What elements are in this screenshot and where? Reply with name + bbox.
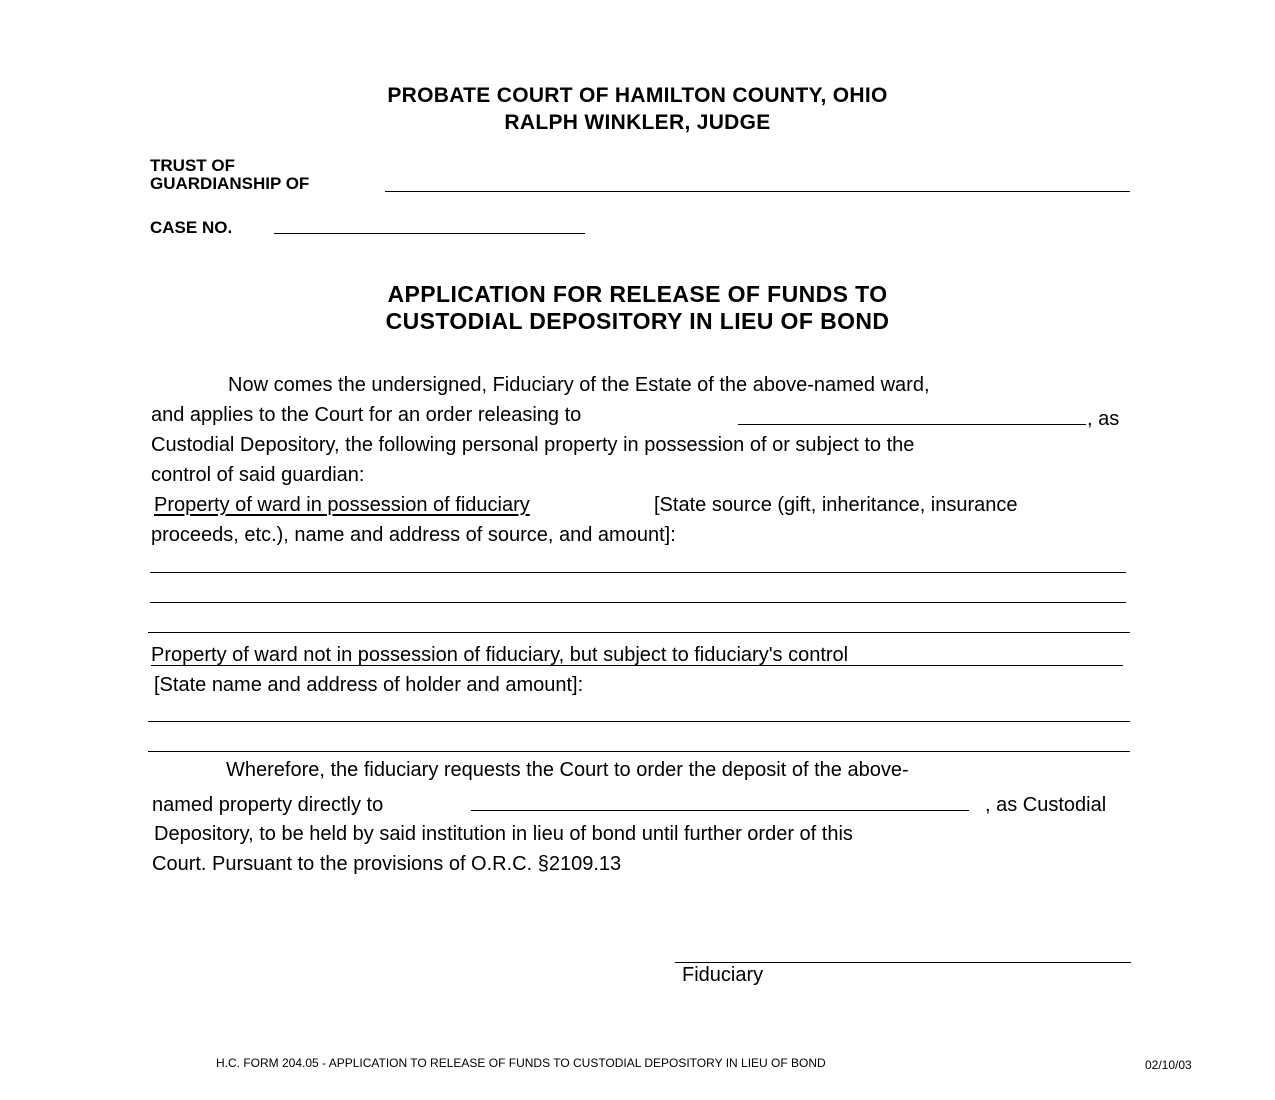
custodial-depository-field[interactable] <box>471 810 969 811</box>
as-text: , as <box>1087 408 1120 430</box>
guardianship-of-label: GUARDIANSHIP OF <box>150 174 310 193</box>
paragraph-1-line-1: Now comes the undersigned, Fiduciary of the Estate of the above-named ward, <box>228 374 930 396</box>
property-not-in-possession-line-2[interactable] <box>148 751 1130 752</box>
judge-name: RALPH WINKLER, JUDGE <box>504 111 771 134</box>
property-not-in-possession-line-1[interactable] <box>148 721 1130 722</box>
depository-name-field[interactable] <box>738 424 1086 425</box>
property-in-possession-line-3[interactable] <box>148 632 1130 633</box>
section-1-heading: Property of ward in possession of fiduciary <box>154 494 530 516</box>
section-1-instructions-line-2: proceeds, etc.), name and address of source, and amount]: <box>151 524 676 546</box>
paragraph-2-line-2: named property directly to <box>152 794 384 816</box>
form-title-line1: APPLICATION FOR RELEASE OF FUNDS TO <box>387 281 888 307</box>
section-2-heading: Property of ward not in possession of fiduciary, but subject to fiduciary's control <box>151 644 849 666</box>
case-no-label: CASE NO. <box>150 218 233 237</box>
guardianship-name-field[interactable] <box>385 191 1130 192</box>
paragraph-1-line-2: and applies to the Court for an order releasing to <box>151 404 582 426</box>
paragraph-1-line-4: control of said guardian: <box>151 464 365 486</box>
paragraph-2-line-4: Court. Pursuant to the provisions of O.R.C. §2109.13 <box>152 853 622 875</box>
case-number-field[interactable] <box>274 233 585 234</box>
fiduciary-signature-label: Fiduciary <box>682 964 764 986</box>
section-1-instructions: [State source (gift, inheritance, insurance <box>654 494 1018 516</box>
trust-of-label: TRUST OF <box>150 156 235 175</box>
property-in-possession-line-1[interactable] <box>150 572 1126 573</box>
paragraph-2-line-1: Wherefore, the fiduciary requests the Court to order the deposit of the above- <box>226 759 909 781</box>
section-2-heading-underline <box>151 665 1123 666</box>
as-custodial-text: , as Custodial <box>985 794 1107 816</box>
court-name: PROBATE COURT OF HAMILTON COUNTY, OHIO <box>387 84 888 107</box>
section-2-instructions: [State name and address of holder and amount]: <box>154 674 584 696</box>
property-in-possession-line-2[interactable] <box>150 602 1126 603</box>
form-title-line2: CUSTODIAL DEPOSITORY IN LIEU OF BOND <box>385 308 890 334</box>
fiduciary-signature-field[interactable] <box>675 962 1131 963</box>
form-footer-date: 02/10/03 <box>1145 1058 1192 1072</box>
paragraph-2-line-3: Depository, to be held by said institution in lieu of bond until further order of this <box>154 823 853 845</box>
form-footer-title: H.C. FORM 204.05 - APPLICATION TO RELEASE OF FUNDS TO CUSTODIAL DEPOSITORY IN LIEU OF BOND <box>216 1056 826 1070</box>
paragraph-1-line-3: Custodial Depository, the following personal property in possession of or subject to the <box>151 434 915 456</box>
